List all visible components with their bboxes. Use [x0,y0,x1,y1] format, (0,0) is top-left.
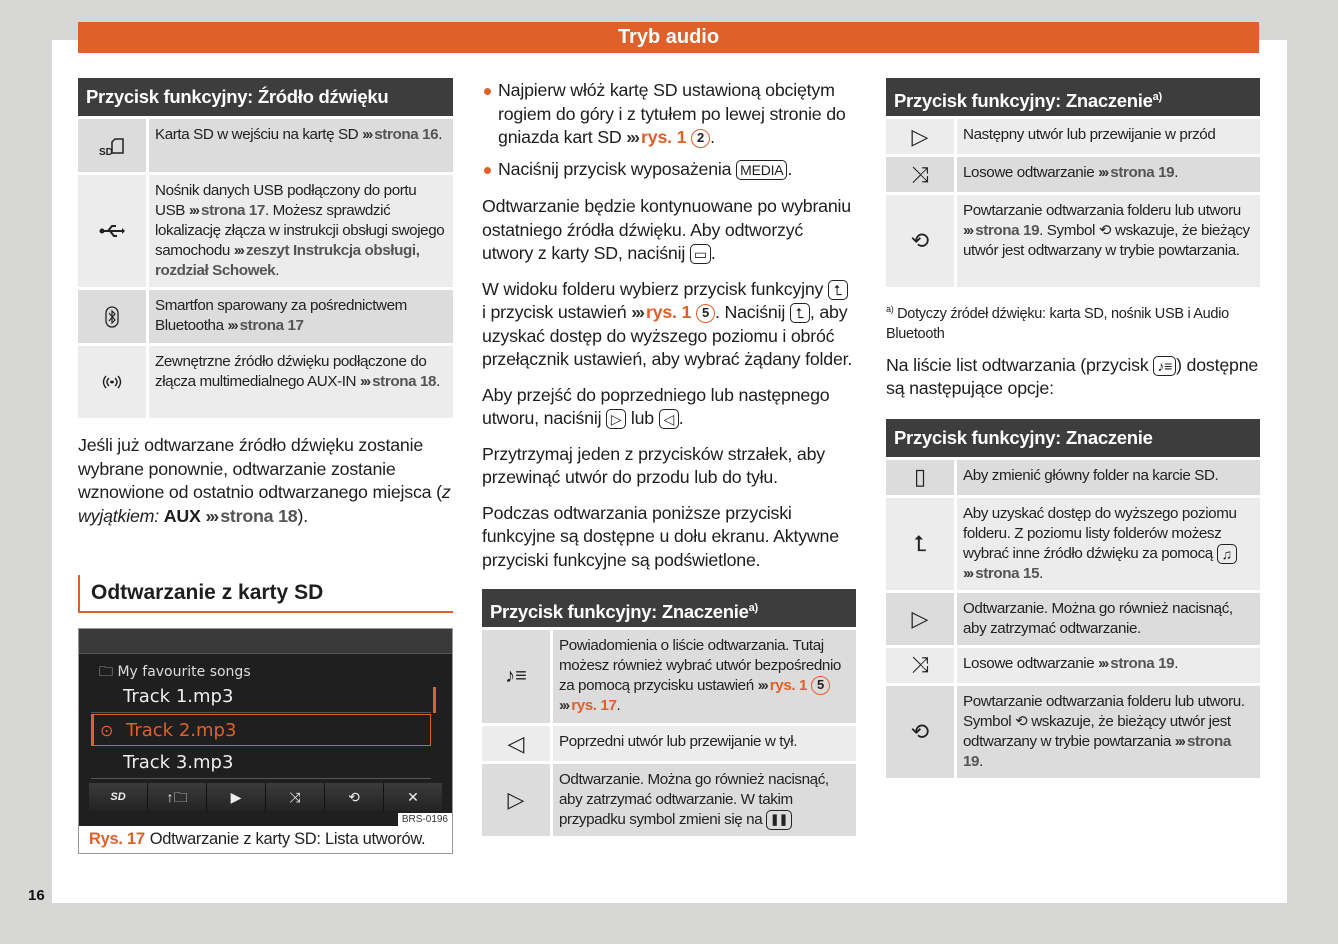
paragraph: Przytrzymaj jeden z przycisków strzałek, aby przewinąć utwór do przodu lub do tyłu. [482,443,825,487]
sd-card-icon [78,119,146,172]
table-row: ⟲ Powtarzanie odtwarzania folderu lub utworu. Symbol ⟲ wskazuje, że bieżący utwór jest odtwarzany w trybie powtarzania ››› strona 19. [886,686,1260,778]
paragraph: Jeśli już odtwarzane źródło dźwięku zostanie wybrane ponownie, odtwarzanie zostanie wznowione od ostatnio odtwarzanego miejsca (z wyjątkiem: AUX ››› strona 18). [78,435,451,526]
figure-caption: Rys. 17 Odtwarzanie z karty SD: Lista utworów. [89,830,426,848]
table-row: ▯ Aby zmienić główny folder na karcie SD. [886,460,1260,495]
track-item-selected[interactable]: ⊙ Track 2.mp3 [91,714,431,746]
page-link[interactable]: strona 19 [975,222,1040,239]
repeat-icon: ⟲ [886,686,954,778]
track-item[interactable]: Track 1.mp3 [91,681,431,713]
play-icon: ▷ [482,764,550,836]
play-circle-icon: ⊙ [100,721,114,740]
sd-card-icon: ▯ [886,460,954,495]
sound-source-table [78,78,453,418]
shuffle-icon: ⤨ [886,157,954,192]
table-row: ▷ Odtwarzanie. Można go również nacisnąć, aby zatrzymać odtwarzanie. W takim przypadku symbol zmieni się na ❚❚ [482,764,856,836]
folder-up-key-icon: ⮤ [828,280,848,300]
table-row: Nośnik danych USB podłączony do portu USB ››› strona 17. Możesz sprawdzić lokalizację złącza w instrukcji obsługi swojego samochodu ››› zeszyt Instrukcja obsługi, rozdział Schowek. [78,175,453,287]
paragraph: Aby przejść do poprzedniego lub następnego utworu, naciśnij ▷ lub ◁ . [482,384,830,428]
table-row: Zewnętrzne źródło dźwięku podłączone do złącza multimedialnego AUX-IN ››› strona 18. [78,346,453,418]
playlist-options-table [886,419,1260,778]
page-link[interactable]: strona 19 [1110,164,1175,181]
table-row: SD Karta SD w wejściu na kartę SD ››› strona 16. [78,119,453,172]
step-item: Naciśnij przycisk wyposażenia MEDIA . [482,158,856,182]
shuffle-icon: ⤨ [886,648,954,683]
media-key: MEDIA [736,160,787,180]
aux-icon [78,346,146,418]
table-row: ⤨ Losowe odtwarzanie ››› strona 19. [886,648,1260,683]
svg-text:SD: SD [99,146,113,157]
track-item[interactable]: Track 3.mp3 [91,747,431,779]
paragraph: Odtwarzanie będzie kontynuowane po wybraniu ostatniego źródła dźwięku. Aby odtworzyć utwory z karty SD, naciśnij ▭ . [482,196,851,263]
pause-icon: ❚❚ [766,810,792,830]
column-middle [482,79,856,836]
table-row: ▷ Następny utwór lub przewijanie w przód [886,119,1260,154]
paragraph: W widoku folderu wybierz przycisk funkcyjny ⮤ i przycisk ustawień ››› rys. 1 5 . Naciśnij ⮤ , aby uzyskać dostęp do wyższego poziomu i obróć przełącznik ustawień, aby wybrać żądany folder. [482,278,853,369]
page-link[interactable]: strona 17 [239,317,304,334]
table-row: ◁ Poprzedni utwór lub przewijanie w tył. [482,726,856,761]
figure-link[interactable]: rys. 1 [769,677,808,694]
page-link[interactable]: strona 19 [963,732,1231,770]
figure-link[interactable]: rys. 1 [641,127,687,147]
next-key-icon: ▷ [606,409,626,429]
infotainment-screen [79,629,452,826]
folder-up-key-icon: ⮤ [790,303,810,323]
previous-icon: ◁ [482,726,550,761]
repeat-icon: ⟲ [886,195,954,287]
function-button-table [886,78,1260,287]
page-link[interactable]: strona 18 [220,505,298,526]
page-link[interactable]: strona 17 [201,202,265,219]
page-link[interactable]: strona 19 [1110,654,1175,672]
sd-card-key-icon: ▭ [690,244,711,264]
manual-link[interactable]: zeszyt Instrukcja obsługi, rozdział Schowek [155,242,420,279]
folder-up-icon: ⮤ [886,498,954,590]
table-row: Smartfon sparowany za pośrednictwem Bluetootha ››› strona 17 [78,290,453,343]
bluetooth-icon [78,290,146,343]
sd-button[interactable]: SD [89,783,148,811]
column-left [78,78,453,854]
next-icon: ▷ [886,119,954,154]
function-button-bar [89,783,442,811]
page-header: Tryb audio [78,22,1259,53]
footnote: $^{a)}$ Dotyczy źródeł dźwięku: karta SD, nośnik USB i Audio Bluetooth [886,304,1229,342]
function-button-table [482,589,856,836]
folder-icon: 🗀 [99,664,113,680]
table-row: ⟲ Powtarzanie odtwarzania folderu lub utworu ››› strona 19. Symbol ⟲ wskazuje, że bieżący utwór jest odtwarzany w trybie powtarzania. [886,195,1260,287]
column-right [886,78,1260,778]
paragraph: Na liście list odtwarzania (przycisk ♪≡ ) dostępne są następujące opcje: [886,354,1259,399]
table-row: ▷ Odtwarzanie. Można go również nacisnąć, aby zatrzymać odtwarzanie. [886,593,1260,645]
table-row: ⤨ Losowe odtwarzanie ››› strona 19. [886,157,1260,192]
table-heading: Przycisk funkcyjny: Znaczenie$^{a)}$ [886,78,1260,116]
shuffle-button[interactable]: ⤨ [266,783,325,811]
step-item: Najpierw włóż kartę SD ustawioną obciętym rogiem do góry i z tytułem po lewej stronie do gniazda kart SD ››› rys. 1 2 . [482,79,856,150]
figure-code: BRS-0196 [398,813,452,826]
playlist-key-icon: ♪≡ [1153,356,1176,376]
usb-icon [78,175,146,287]
repeat-one-icon: ⟲ [1015,712,1028,730]
scrollbar[interactable] [433,687,436,713]
table-heading: Przycisk funkcyjny: Źródło dźwięku [78,78,453,116]
page-number: 16 [28,887,45,904]
table-row: ♪≡ Powiadomienia o liście odtwarzania. Tutaj możesz również wybrać utwór bezpośrednio za pomocą przycisku ustawień ››› rys. 1 5 ››› rys. 17. [482,630,856,723]
music-note-icon: ♫ [1217,544,1237,564]
repeat-button[interactable]: ⟲ [325,783,384,811]
previous-key-icon: ◁ [659,409,679,429]
section-title: Odtwarzanie z karty SD [78,575,453,613]
figure-link[interactable]: rys. 1 [645,302,692,322]
figure-sd-playback [78,628,453,854]
playlist-icon: ♪≡ [482,630,550,723]
repeat-one-icon: ⟲ [1098,222,1112,239]
folder-label: 🗀 My favourite songs [99,664,251,680]
figure-link[interactable]: rys. 17 [571,697,617,714]
page-link[interactable]: strona 16 [374,126,439,143]
folder-up-button[interactable]: ↑🗀 [148,783,207,811]
table-row: ⮤ Aby uzyskać dostęp do wyższego poziomu folderu. Z poziomu listy folderów możesz wybrać inne źródło dźwięku za pomocą ♫ ››› strona 15. [886,498,1260,590]
table-heading: Przycisk funkcyjny: Znaczenie [886,419,1260,457]
play-button[interactable]: ▶ [207,783,266,811]
close-button[interactable]: ✕ [407,789,419,805]
paragraph: Podczas odtwarzania poniższe przyciski funkcyjne są dostępne u dołu ekranu. Aktywne przyciski funkcyjne są podświetlone. [482,502,839,570]
page-link[interactable]: strona 18 [372,373,437,390]
page-link[interactable]: strona 15 [975,564,1040,582]
table-heading: Przycisk funkcyjny: Znaczenie$^{a)}$ [482,589,856,627]
play-icon: ▷ [886,593,954,645]
